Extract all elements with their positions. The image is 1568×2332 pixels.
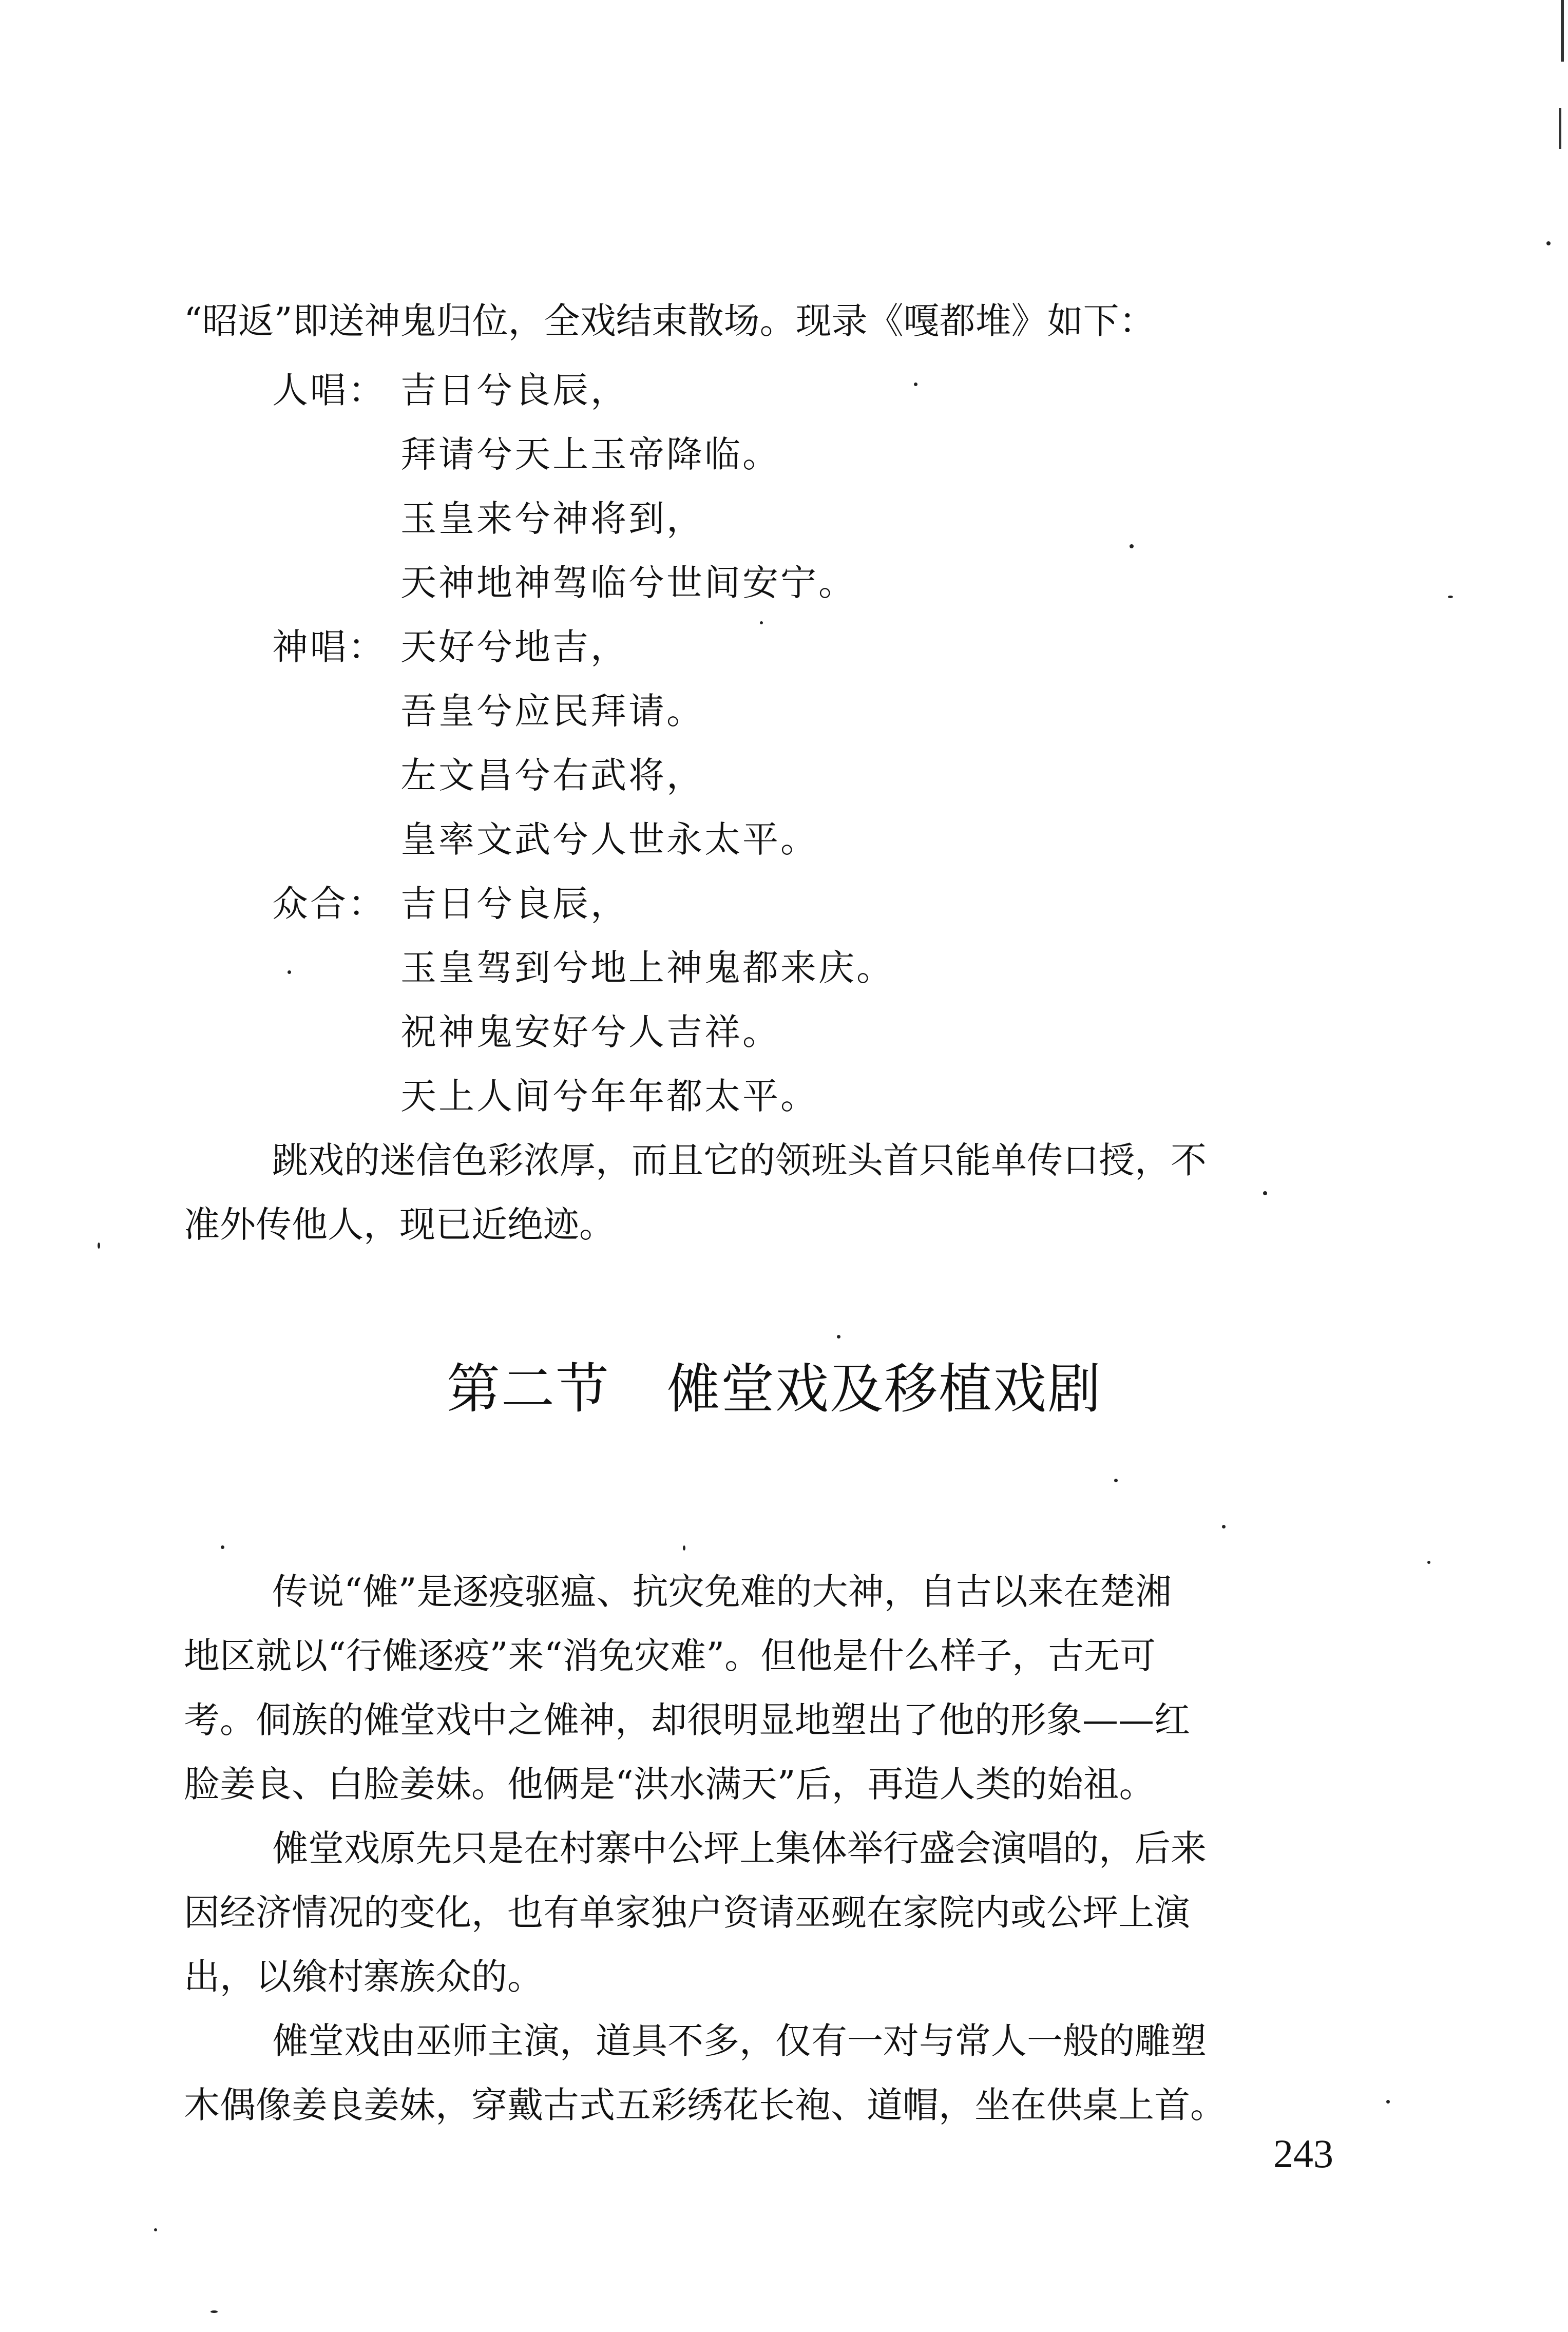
section-title: 傩堂戏及移植戏剧 (666, 1358, 1102, 1420)
verse-speaker: 众合： (272, 883, 386, 925)
paragraph-line: 跳戏的迷信色彩浓厚，而且它的领班头首只能单传口授，不 (272, 1139, 1207, 1181)
verse-line: 玉皇来兮神将到， (400, 498, 704, 540)
scan-speck (211, 2310, 218, 2313)
paragraph-line: 脸姜良、白脸姜妹。他俩是“洪水满天”后，再造人类的始祖。 (184, 1763, 1155, 1805)
scan-speck (288, 970, 291, 974)
scan-speck (683, 1545, 685, 1551)
verse-line: 吉日兮良辰， (400, 883, 628, 925)
scan-speck (914, 383, 917, 386)
verse-line: 祝神鬼安好兮人吉祥。 (400, 1011, 780, 1053)
paragraph-line: 考。侗族的傩堂戏中之傩神，却很明显地塑出了他的形象——红 (184, 1699, 1190, 1741)
paragraph-line: 出，以飨村寨族众的。 (184, 1956, 543, 1998)
scan-speck (221, 1545, 224, 1549)
scan-edge-mark (1559, 108, 1561, 149)
scan-edge-mark (1561, 0, 1564, 62)
verse-speaker: 人唱： (272, 369, 386, 411)
paragraph-line: 傩堂戏由巫师主演，道具不多，仅有一对与常人一般的雕塑 (272, 2020, 1207, 2062)
paragraph-line: 传说“傩”是逐疫驱瘟、抗灾免难的大神，自古以来在楚湘 (272, 1571, 1172, 1613)
paragraph-line: 木偶像姜良姜妹，穿戴古式五彩绣花长袍、道帽，坐在供桌上首。 (184, 2084, 1226, 2126)
verse-line: 左文昌兮右武将， (400, 754, 704, 796)
paragraph-line: 傩堂戏原先只是在村寨中公坪上集体举行盛会演唱的，后来 (272, 1827, 1207, 1869)
verse-line: 吉日兮良辰， (400, 369, 628, 411)
paragraph-line: 因经济情况的变化，也有单家独户资请巫觋在家院内或公坪上演 (184, 1891, 1190, 1934)
paragraph-line: 准外传他人，现已近绝迹。 (184, 1203, 615, 1246)
scan-speck (1448, 596, 1453, 598)
scan-speck (1546, 241, 1551, 245)
verse-speaker: 神唱： (272, 626, 386, 668)
scan-speck (1263, 1191, 1267, 1195)
scan-speck (1222, 1525, 1226, 1528)
scan-speck (1427, 1561, 1430, 1564)
scan-speck (1386, 2100, 1390, 2104)
scan-speck (1114, 1479, 1118, 1482)
section-number: 第二节 (447, 1358, 610, 1420)
scan-speck (1130, 544, 1134, 548)
verse-line: 吾皇兮应民拜请。 (400, 690, 704, 732)
verse-line: 天上人间兮年年都太平。 (400, 1075, 818, 1117)
verse-line: 皇率文武兮人世永太平。 (400, 818, 818, 861)
scan-speck (760, 621, 763, 624)
intro-line: “昭返”即送神鬼归位，全戏结束散场。现录《嘎都堆》如下： (184, 300, 1155, 342)
scan-speck (98, 1243, 100, 1249)
paragraph-line: 地区就以“行傩逐疫”来“消免灾难”。但他是什么样子，古无可 (184, 1635, 1156, 1677)
page-number: 243 (1273, 2131, 1333, 2176)
scan-speck (154, 2228, 157, 2231)
verse-line: 玉皇驾到兮地上神鬼都来庆。 (400, 947, 894, 989)
scan-speck (837, 1335, 840, 1339)
verse-line: 天好兮地吉， (400, 626, 628, 668)
verse-line: 拜请兮天上玉帝降临。 (400, 433, 780, 475)
verse-line: 天神地神驾临兮世间安宁。 (400, 562, 856, 604)
section-heading (447, 1355, 1102, 1422)
